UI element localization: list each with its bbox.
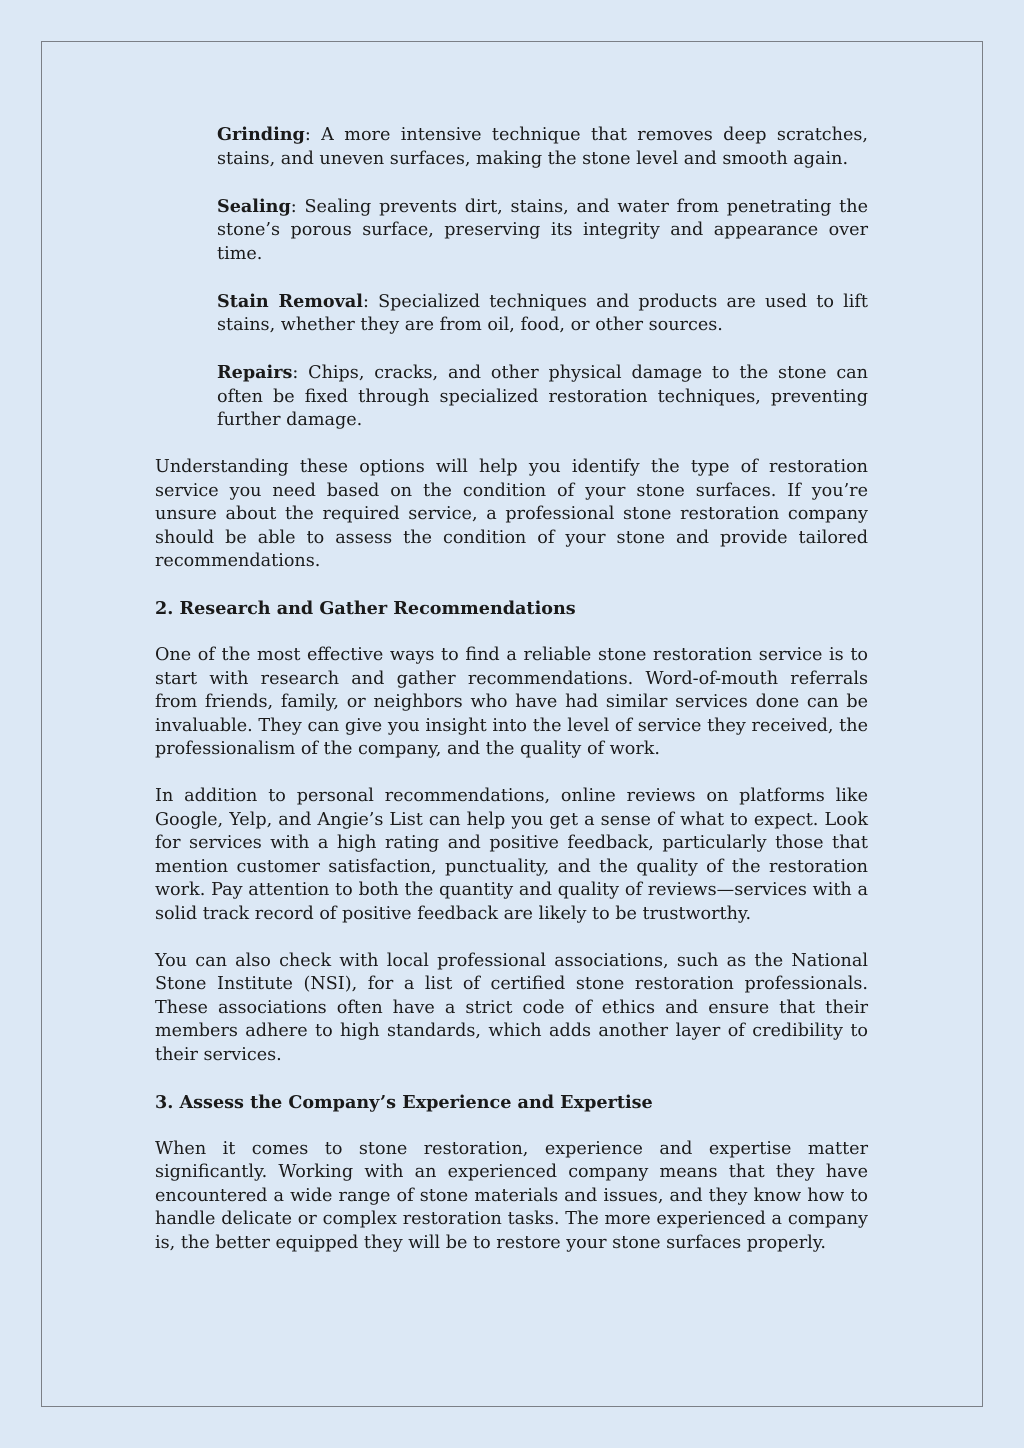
service-item-repairs: [217, 361, 868, 433]
service-item-stain-removal: [217, 290, 868, 338]
service-item-grinding: [217, 123, 868, 171]
service-item-sealing: [217, 195, 868, 267]
service-term: Sealing: [217, 195, 291, 217]
section-2-heading: 2. Research and Gather Recommendations: [155, 598, 576, 619]
service-description: : Sealing prevents dirt, stains, and water from penetrating the stone’s porous surface, preserving its integrity and appearance over time.: [217, 196, 868, 264]
service-description: : Chips, cracks, and other physical damage to the stone can often be fixed through specialized restoration techniques, preventing further damage.: [217, 363, 868, 430]
service-description: : Specialized techniques and products are used to lift stains, whether they are from oil, food, or other sources.: [217, 291, 868, 335]
section-3-heading: 3. Assess the Company’s Experience and Expertise: [155, 1091, 653, 1113]
section-2-paragraph: One of the most effective ways to find a reliable stone restoration service is to start with research and gather recommendations. Word-of-mouth referrals from friends, family, or neighbors who have had similar services done can be invaluable. They can give you insight into the level of service they received, the professionalism of the company, and the quality of work.: [155, 645, 868, 759]
document-body: [155, 123, 868, 1279]
understanding-paragraph: Understanding these options will help you identify the type of restoration service you need based on the condition of your stone surfaces. If you’re unsure about the required service, a professional stone restoration company should be able to assess the condition of your stone and provide tailored recommendations.: [155, 457, 868, 571]
section-2-paragraph: You can also check with local professional associations, such as the National Stone Institute (NSI), for a list of certified stone restoration professionals. These associations often have a strict code of ethics and ensure that their members adhere to high standards, which adds another layer of credibility to their services.: [155, 950, 868, 1065]
service-description: : A more intensive technique that removes deep scratches, stains, and uneven surfaces, making the stone level and smooth again.: [217, 125, 868, 169]
service-term: Grinding: [217, 124, 305, 145]
service-term: Stain Removal: [217, 290, 363, 312]
section-3-paragraph: When it comes to stone restoration, experience and expertise matter significantly. Working with an experienced company means that they have encountered a wide range of stone materials and issues, and they know how to handle delicate or complex restoration tasks. The more experienced a company is, the better equipped they will be to restore your stone surfaces properly.: [155, 1138, 868, 1253]
section-2-paragraph: In addition to personal recommendations, online reviews on platforms like Google, Yelp, and Angie’s List can help you get a sense of what to expect. Look for services with a high rating and positive feedback, particularly those that mention customer satisfaction, punctuality, and the quality of the restoration work. Pay attention to both the quantity and quality of reviews—services with a solid track record of positive feedback are likely to be trustworthy.: [155, 786, 868, 924]
service-term: Repairs: [217, 362, 293, 383]
